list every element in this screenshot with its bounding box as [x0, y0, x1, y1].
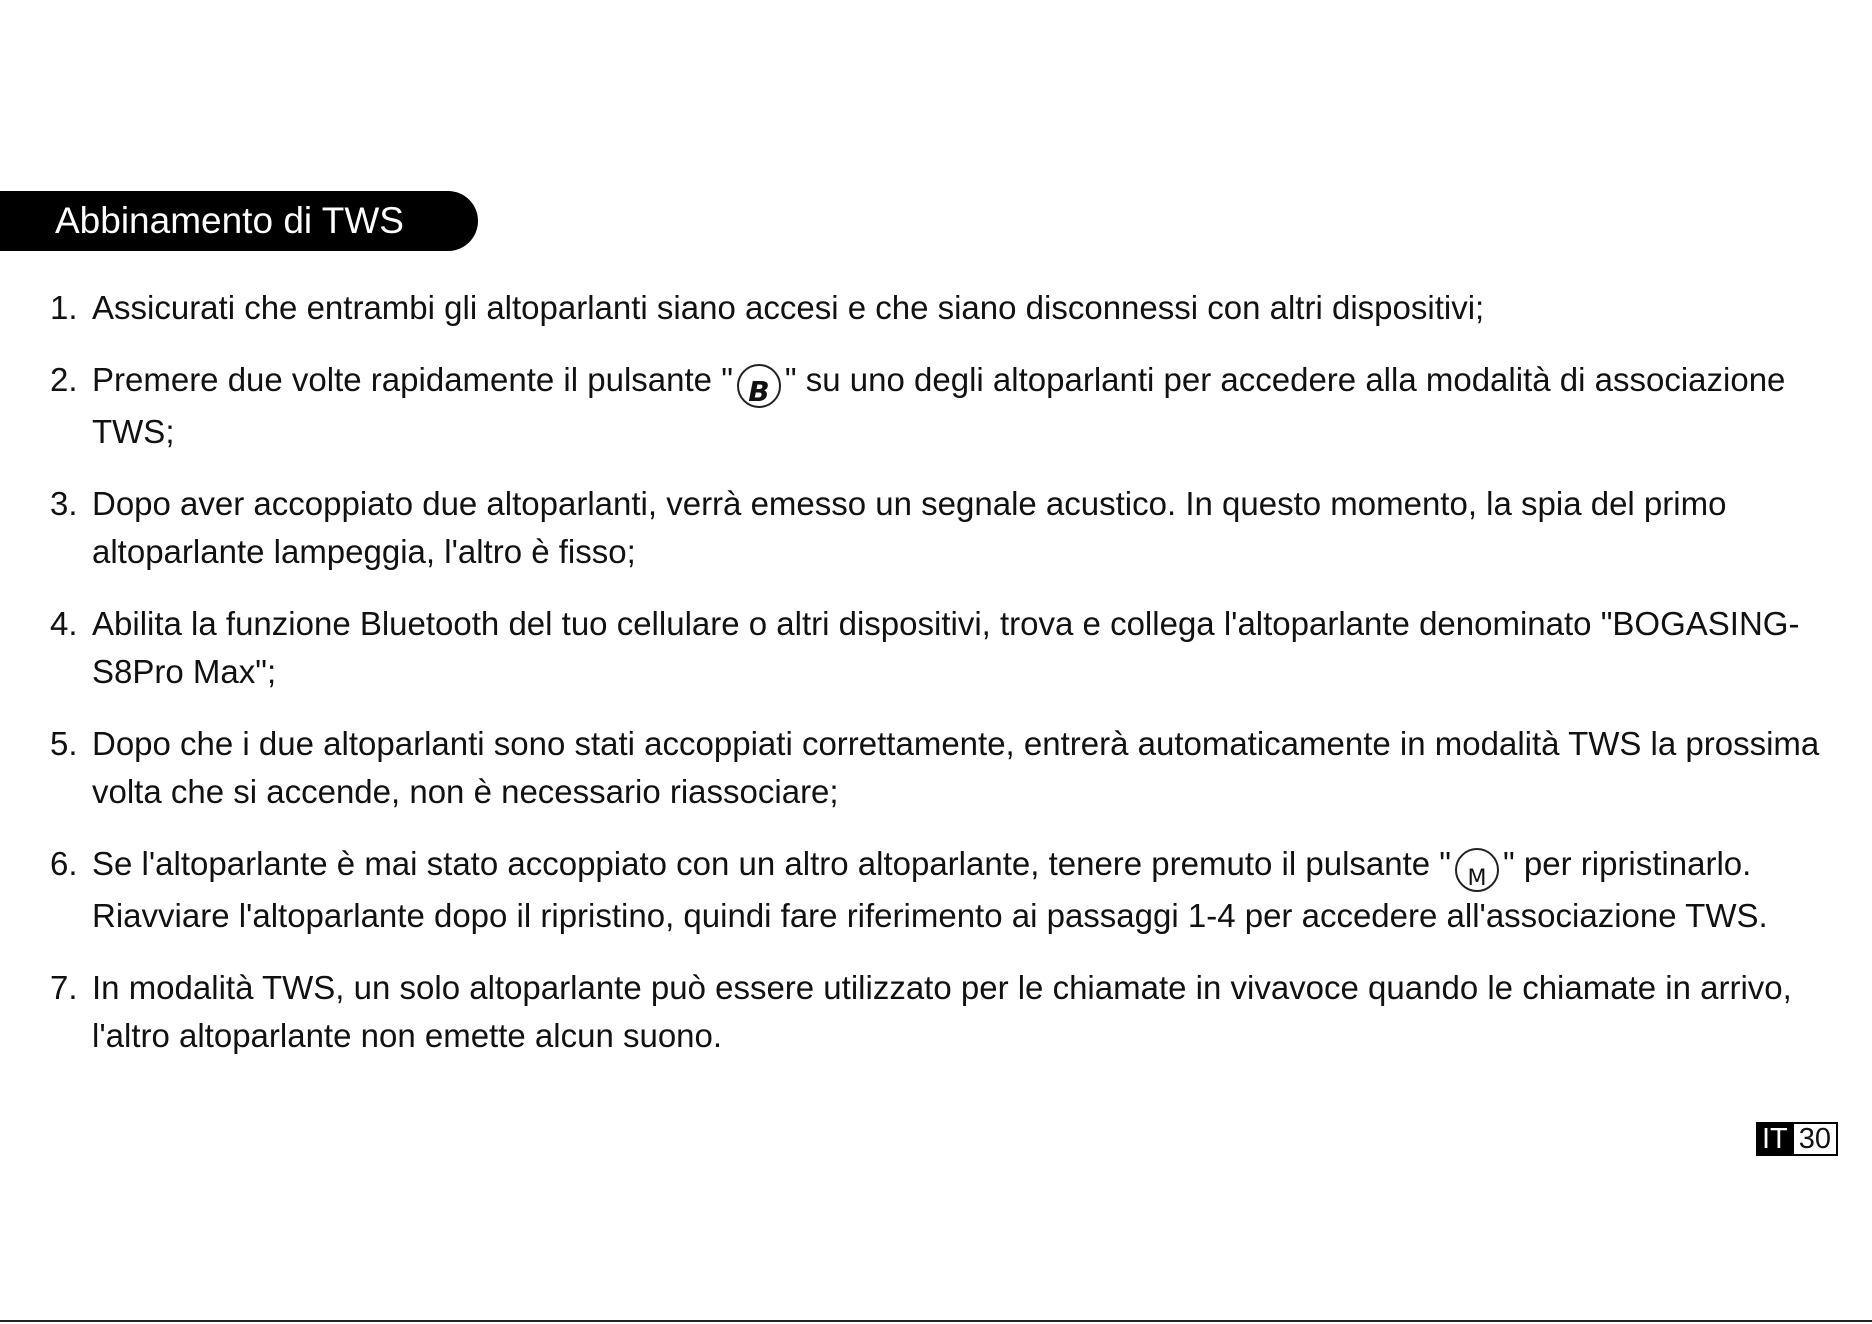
step-3 — [50, 480, 1840, 576]
section-title: Abbinamento di TWS — [0, 191, 478, 251]
step-number: 7. — [50, 969, 78, 1006]
mode-button-label: M — [1467, 866, 1487, 891]
step-number: 6. — [50, 845, 78, 882]
bluetooth-tws-button-icon: B — [737, 364, 781, 408]
step-1 — [50, 284, 1840, 332]
step-text: Dopo aver accoppiato due altoparlanti, verrà emesso un segnale acustico. In questo momento, la spia del primo altoparlante lampeggia, l'altro è fisso; — [92, 485, 1727, 570]
step-number: 5. — [50, 725, 78, 762]
step-2 — [50, 356, 1840, 456]
step-text-after: " su uno degli altoparlanti per accedere alla modalità di associazione TWS; — [92, 361, 1786, 450]
page-language: IT — [1756, 1122, 1794, 1156]
step-6 — [50, 840, 1840, 940]
step-text: In modalità TWS, un solo altoparlante può essere utilizzato per le chiamate in vivavoce quando le chiamate in arrivo, l'altro altoparlante non emette alcun suono. — [92, 969, 1792, 1054]
step-number: 4. — [50, 605, 78, 642]
step-7 — [50, 964, 1840, 1060]
page-number: 30 — [1794, 1122, 1838, 1156]
bottom-divider — [0, 1320, 1872, 1322]
instruction-list — [50, 284, 1840, 1084]
step-text-after: " per ripristinarlo. Riavviare l'altoparlante dopo il ripristino, quindi fare riferimento ai passaggi 1-4 per accedere all'associazione TWS. — [92, 845, 1768, 934]
step-text: Dopo che i due altoparlanti sono stati accoppiati correttamente, entrerà automaticamente in modalità TWS la prossima volta che si accende, non è necessario riassociare; — [92, 725, 1820, 810]
page-number-badge — [1756, 1122, 1838, 1156]
step-text-before: Se l'altoparlante è mai stato accoppiato con un altro altoparlante, tenere premuto il pulsante " — [92, 845, 1452, 882]
step-text: Abilita la funzione Bluetooth del tuo cellulare o altri dispositivi, trova e collega l'altoparlante denominato "BOGASING-S8Pro Max"; — [92, 605, 1800, 690]
step-number: 1. — [50, 289, 78, 326]
step-number: 2. — [50, 361, 78, 398]
mode-button-icon — [1455, 848, 1499, 892]
step-4 — [50, 600, 1840, 696]
step-text: Assicurati che entrambi gli altoparlanti siano accesi e che siano disconnessi con altri dispositivi; — [92, 289, 1485, 326]
step-5 — [50, 720, 1840, 816]
step-text-before: Premere due volte rapidamente il pulsante " — [92, 361, 733, 398]
step-number: 3. — [50, 485, 78, 522]
